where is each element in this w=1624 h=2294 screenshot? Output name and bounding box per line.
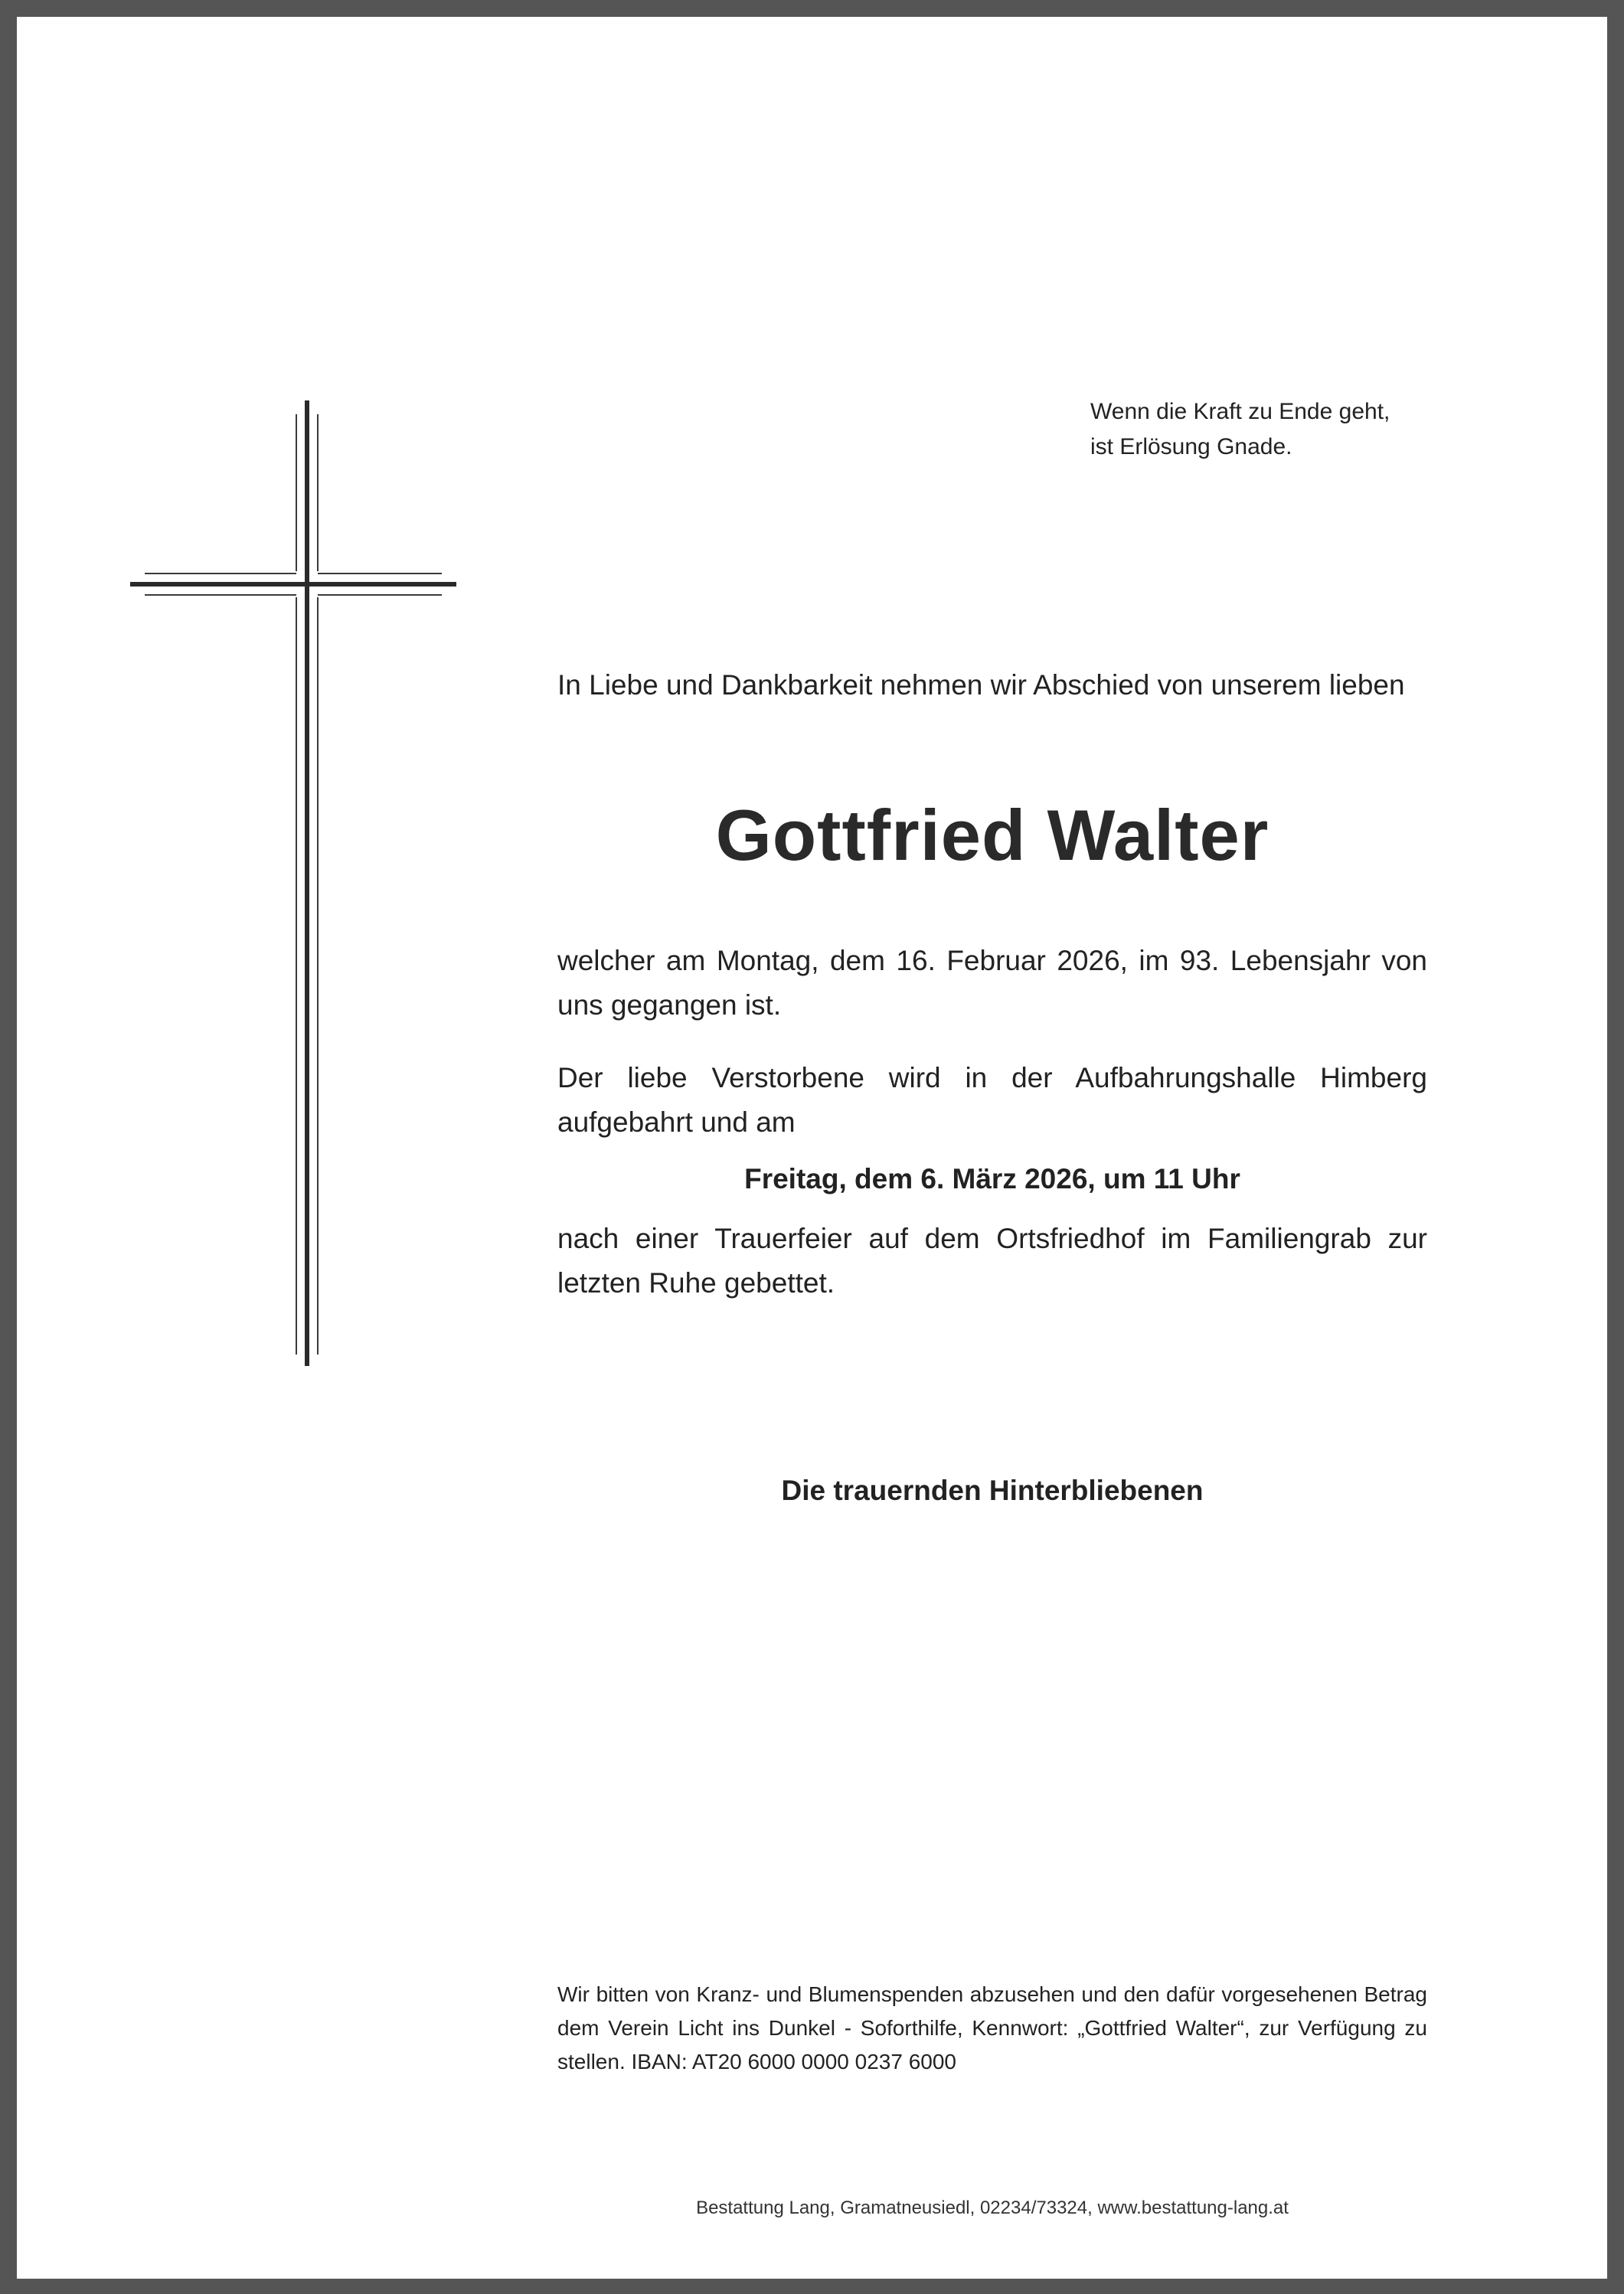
motto-line-1: Wenn die Kraft zu Ende geht, [1090, 399, 1390, 424]
death-info: welcher am Montag, dem 16. Februar 2026, im 93. Lebensjahr von uns gegangen ist. [557, 945, 1427, 1021]
cross-icon [17, 17, 1607, 2279]
viewing-info: Der liebe Verstorbene wird in der Aufbahrungshalle Himberg aufgebahrt und am [557, 1062, 1427, 1138]
deceased-name: Gottfried Walter [715, 795, 1269, 875]
funeral-home-footer: Bestattung Lang, Gramatneusiedl, 02234/73324, www.bestattung-lang.at [696, 2198, 1289, 2218]
funeral-date: Freitag, dem 6. März 2026, um 11 Uhr [744, 1163, 1240, 1194]
intro-text: In Liebe und Dankbarkeit nehmen wir Abschied von unserem lieben [557, 669, 1405, 701]
donation-note: Wir bitten von Kranz- und Blumenspenden abzusehen und den dafür vorgesehenen Betrag dem Verein Licht ins Dunkel - Soforthilfe, Kennwort: „Gottfried Walter“, zur Verfügung zu stellen. IBAN: AT20 6000 0000 0237 6000 [557, 1982, 1427, 2073]
burial-info: nach einer Trauerfeier auf dem Ortsfriedhof im Familiengrab zur letzten Ruhe gebettet. [557, 1223, 1427, 1299]
motto-line-2: ist Erlösung Gnade. [1090, 434, 1292, 459]
closing-signature: Die trauernden Hinterbliebenen [781, 1475, 1204, 1506]
motto [1090, 394, 1504, 465]
obituary-page [17, 17, 1607, 2279]
